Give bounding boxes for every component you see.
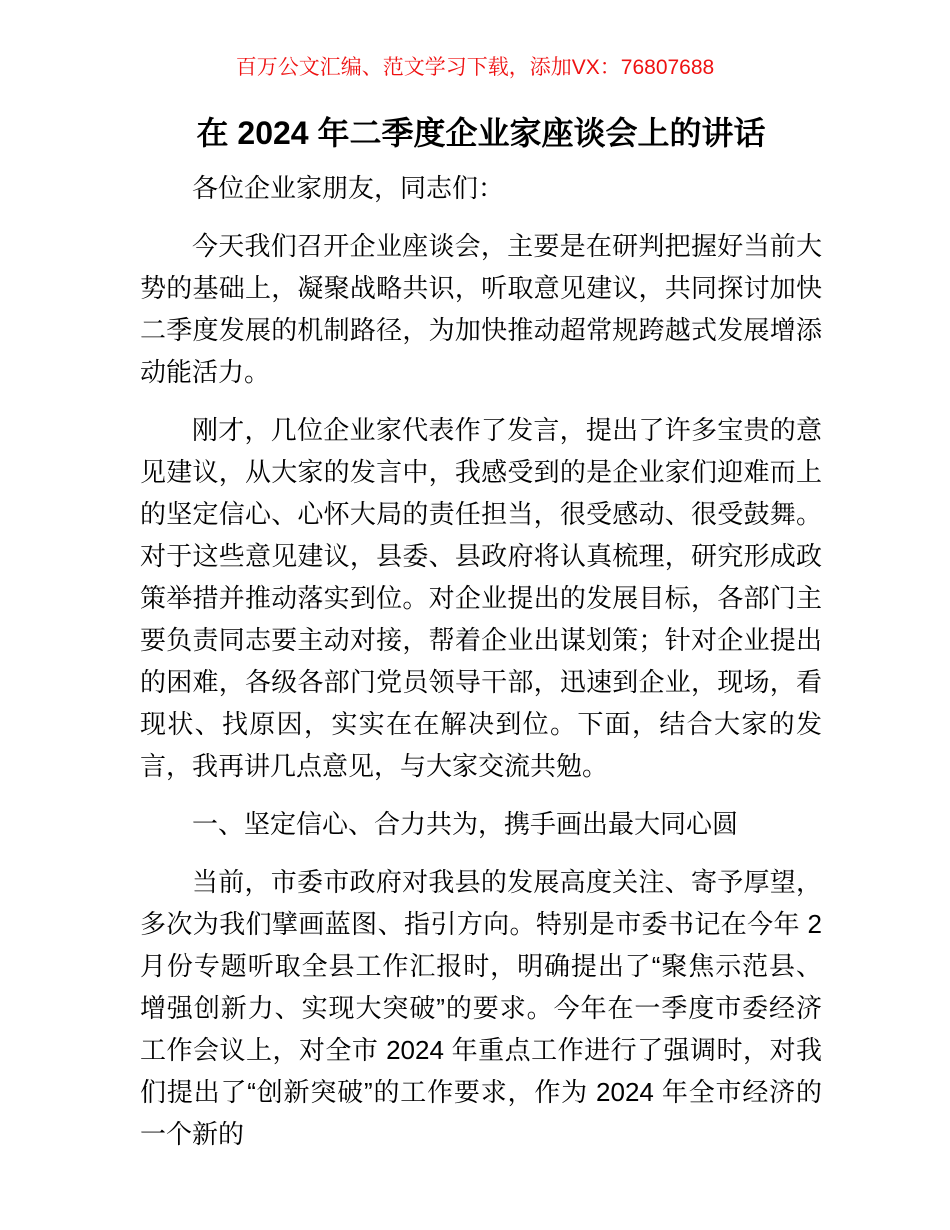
paragraph-opening: 今天我们召开企业座谈会，主要是在研判把握好当前大势的基础上，凝聚战略共识，听取意见建议，共同探讨加快二季度发展的机制路径，为加快推动超常规跨越式发展增添动能活力。 — [140, 231, 822, 387]
paragraph-section-1-body: 当前，市委市政府对我县的发展高度关注、寄予厚望，多次为我们擘画蓝图、指引方向。特别是市委书记在今年 2 月份专题听取全县工作汇报时，明确提出了“聚焦示范县、增强创新力、实现大突破”的要求。今年在一季度市委经济工作会议上，对全市 2024 年重点工作进行了强调时，对我们提出了“创新突破”的工作要求，作为 2024 年全市经济的一个新的 — [140, 867, 822, 1149]
salutation-line: 各位企业家朋友，同志们： — [192, 173, 505, 203]
paragraph-feedback: 刚才，几位企业家代表作了发言，提出了许多宝贵的意见建议，从大家的发言中，我感受到的是企业家们迎难而上的坚定信心、心怀大局的责任担当，很受感动、很受鼓舞。对于这些意见建议，县委、县政府将认真梳理，研究形成政策举措并推动落实到位。对企业提出的发展目标，各部门主要负责同志要主动对接，帮着企业出谋划策；针对企业提出的困难，各级各部门党员领导干部，迅速到企业，现场，看现状、找原因，实实在在解决到位。下面，结合大家的发言，我再讲几点意见，与大家交流共勉。 — [140, 415, 822, 781]
watermark-header-note: 百万公文汇编、范文学习下载，添加VX：76807688 — [235, 56, 715, 79]
document-body — [140, 167, 822, 1155]
section-heading-1: 一、坚定信心、合力共为，携手画出最大同心圆 — [192, 809, 739, 839]
document-title: 在 2024 年二季度企业家座谈会上的讲话 — [196, 115, 766, 151]
